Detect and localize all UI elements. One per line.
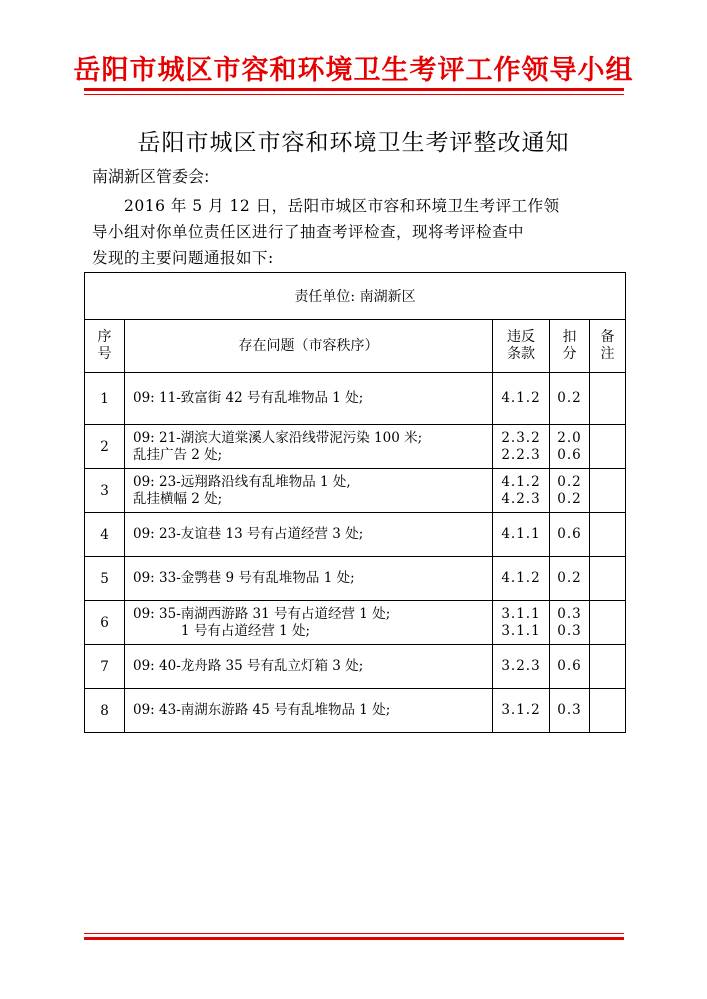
responsible-unit-row xyxy=(85,273,626,320)
table-row xyxy=(85,689,626,733)
row-score: 0.6 xyxy=(550,645,590,689)
notice-title: 岳阳市城区市容和环境卫生考评整改通知 xyxy=(137,130,570,156)
letterhead-org-name: 岳阳市城区市容和环境卫生考评工作领导小组 xyxy=(73,55,634,86)
row-no: 2 xyxy=(85,425,125,469)
row-score: 0.2 0.2 xyxy=(550,469,590,513)
row-note xyxy=(590,425,626,469)
row-score: 0.6 xyxy=(550,513,590,557)
notice-addressee: 南湖新区管委会: xyxy=(92,167,210,186)
row-no: 3 xyxy=(85,469,125,513)
table-row xyxy=(85,645,626,689)
row-no: 6 xyxy=(85,601,125,645)
letterhead-thin-rule xyxy=(84,94,624,95)
row-score: 2.0 0.6 xyxy=(550,425,590,469)
row-clause: 4.1.2 4.2.3 xyxy=(493,469,550,513)
row-score: 0.2 xyxy=(550,373,590,425)
row-no: 5 xyxy=(85,557,125,601)
responsible-unit-label: 责任单位: 南湖新区 xyxy=(85,273,626,320)
row-note xyxy=(590,469,626,513)
table-row xyxy=(85,469,626,513)
row-note xyxy=(590,373,626,425)
header-clause: 违反 条款 xyxy=(493,320,550,373)
row-clause: 3.2.3 xyxy=(493,645,550,689)
row-note xyxy=(590,557,626,601)
header-issue: 存在问题（市容秩序） xyxy=(125,320,493,373)
issues-table xyxy=(84,272,626,733)
row-issue: 09: 23-友谊巷 13 号有占道经营 3 处; xyxy=(125,513,493,557)
row-issue: 09: 21-湖滨大道棠溪人家沿线带泥污染 100 米; 乱挂广告 2 处; xyxy=(125,425,493,469)
header-no: 序 号 xyxy=(85,320,125,373)
notice-body-line: 发现的主要问题通报如下: xyxy=(92,249,274,267)
row-issue: 09: 40-龙舟路 35 号有乱立灯箱 3 处; xyxy=(125,645,493,689)
row-clause: 3.1.2 xyxy=(493,689,550,733)
footer-thick-rule xyxy=(84,937,624,940)
row-issue: 09: 43-南湖东游路 45 号有乱堆物品 1 处; xyxy=(125,689,493,733)
table-row xyxy=(85,425,626,469)
letterhead-thick-rule xyxy=(84,88,624,91)
header-score: 扣 分 xyxy=(550,320,590,373)
table-row xyxy=(85,373,626,425)
row-clause: 2.3.2 2.2.3 xyxy=(493,425,550,469)
row-no: 8 xyxy=(85,689,125,733)
row-note xyxy=(590,689,626,733)
table-row xyxy=(85,513,626,557)
row-issue: 09: 35-南湖西游路 31 号有占道经营 1 处; 1 号有占道经营 1 处; xyxy=(125,601,493,645)
row-issue: 09: 33-金鹗巷 9 号有乱堆物品 1 处; xyxy=(125,557,493,601)
row-note xyxy=(590,601,626,645)
row-no: 1 xyxy=(85,373,125,425)
row-clause: 4.1.2 xyxy=(493,373,550,425)
notice-body-line: 导小组对你单位责任区进行了抽查考评检查，现将考评检查中 xyxy=(92,223,525,241)
notice-body xyxy=(92,193,624,271)
row-score: 0.2 xyxy=(550,557,590,601)
row-clause: 4.1.1 xyxy=(493,513,550,557)
row-no: 4 xyxy=(85,513,125,557)
row-score: 0.3 0.3 xyxy=(550,601,590,645)
row-clause: 3.1.1 3.1.1 xyxy=(493,601,550,645)
notice-body-line: 2016 年 5 月 12 日，岳阳市城区市容和环境卫生考评工作领 xyxy=(124,197,560,215)
row-issue: 09: 11-致富街 42 号有乱堆物品 1 处; xyxy=(125,373,493,425)
row-no: 7 xyxy=(85,645,125,689)
table-row xyxy=(85,601,626,645)
row-clause: 4.1.2 xyxy=(493,557,550,601)
table-header-row xyxy=(85,320,626,373)
header-note: 备 注 xyxy=(590,320,626,373)
footer-thin-rule xyxy=(84,933,624,934)
row-score: 0.3 xyxy=(550,689,590,733)
table-row xyxy=(85,557,626,601)
row-issue: 09: 23-远翔路沿线有乱堆物品 1 处, 乱挂横幅 2 处; xyxy=(125,469,493,513)
row-note xyxy=(590,513,626,557)
row-note xyxy=(590,645,626,689)
